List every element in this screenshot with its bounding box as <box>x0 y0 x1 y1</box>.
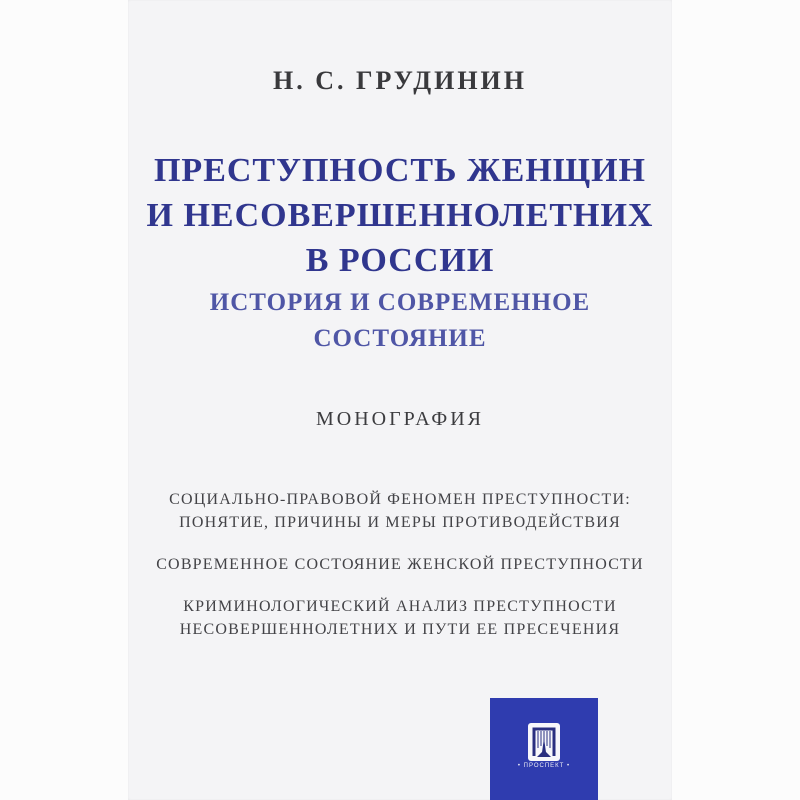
book-subtitle-line-2: СОСТОЯНИЕ <box>313 325 487 352</box>
topic-1-line-2: ПОНЯТИЕ, ПРИЧИНЫ И МЕРЫ ПРОТИВОДЕЙСТВИЯ <box>179 514 621 531</box>
publisher-logo-block <box>490 698 598 800</box>
author-name: Н. С. ГРУДИНИН <box>272 66 527 95</box>
topic-1-line-1: СОЦИАЛЬНО-ПРАВОВОЙ ФЕНОМЕН ПРЕСТУПНОСТИ: <box>169 491 631 508</box>
topic-3-line-2: НЕСОВЕРШЕННОЛЕТНИХ И ПУТИ ЕЕ ПРЕСЕЧЕНИЯ <box>179 621 621 638</box>
book-title-line-3: В РОССИИ <box>305 242 495 279</box>
book-title <box>128 148 672 283</box>
publisher-name-label: • ПРОСПЕКТ • <box>517 763 571 769</box>
edition-type-label: МОНОГРАФИЯ <box>315 408 484 430</box>
topic-item-1 <box>128 488 672 534</box>
prospekt-logo-icon <box>528 723 560 761</box>
book-title-line-1: ПРЕСТУПНОСТЬ ЖЕНЩИН <box>153 152 646 189</box>
topic-item-3 <box>128 595 672 641</box>
topic-2-line-1: СОВРЕМЕННОЕ СОСТОЯНИЕ ЖЕНСКОЙ ПРЕСТУПНОСТИ <box>156 556 644 573</box>
book-subtitle <box>128 285 672 357</box>
topic-3-line-1: КРИМИНОЛОГИЧЕСКИЙ АНАЛИЗ ПРЕСТУПНОСТИ <box>183 598 617 615</box>
topics-list <box>128 488 672 660</box>
book-subtitle-line-1: ИСТОРИЯ И СОВРЕМЕННОЕ <box>209 289 591 316</box>
book-title-line-2: И НЕСОВЕРШЕННОЛЕТНИХ <box>146 197 654 234</box>
book-front-cover <box>128 0 672 800</box>
topic-item-2 <box>128 553 672 576</box>
